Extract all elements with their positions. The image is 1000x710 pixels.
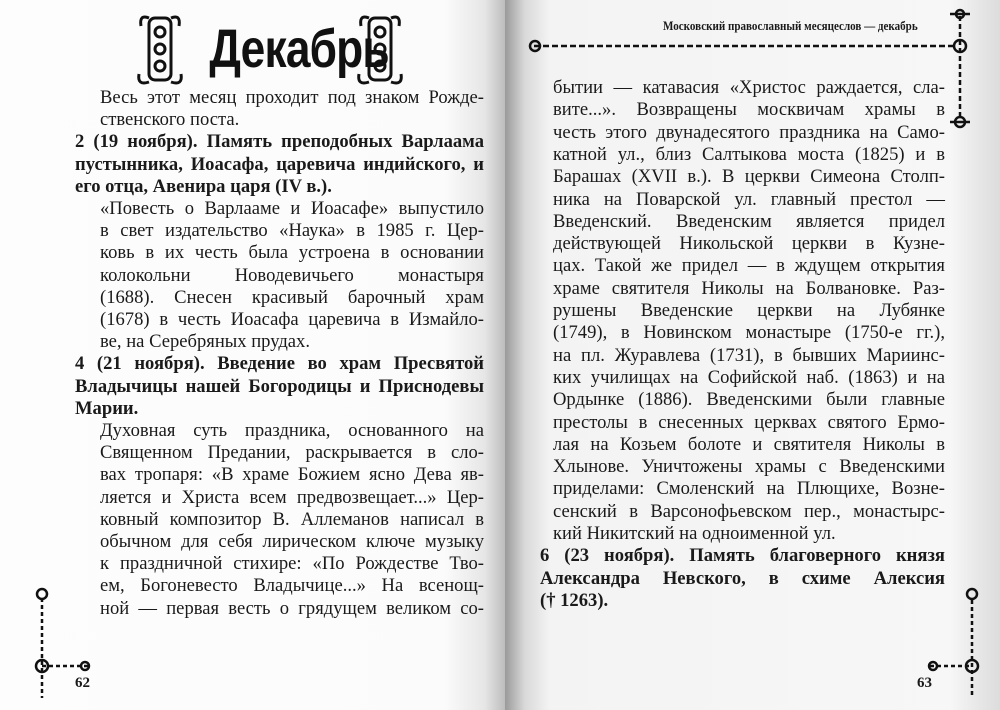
body-text-line: сенский в Варсонофьевском пер., монастырс- xyxy=(553,500,945,522)
body-text-line: действующей Никольской церкви в Кузне- xyxy=(553,233,945,255)
title-ornament-left-icon xyxy=(135,12,185,92)
body-text-line: обычном для себя лирическом ключе музыку xyxy=(100,531,484,552)
body-text-line: к праздничной стихире: «По Рождестве Тво- xyxy=(100,553,484,575)
body-text-line: ве, на Серебряных прудах. xyxy=(100,331,310,353)
body-text-line: бытии — катавасия «Христос раждается, сла- xyxy=(553,77,945,98)
entry-heading-line: 6 (23 ноября). Память благоверного князя xyxy=(540,545,945,567)
entry-heading-line: 4 (21 ноября). Введение во храм Пресвятой xyxy=(75,353,484,375)
body-text-line: ких училищах на Софийской наб. (1863) и на xyxy=(553,366,945,388)
body-text-line: престолы в снесенных церквах святого Ермо- xyxy=(553,411,945,433)
body-text-line: рушены Введенские церкви на Лубянке xyxy=(553,300,945,321)
body-text-line: вите...». Возвращены москвичам храмы в xyxy=(553,99,945,121)
body-text-line: ем, Богоневесто Владычице...» На всенощ- xyxy=(100,575,484,597)
body-text-line: вах тропаря: «В храме Божием ясно Дева яв- xyxy=(100,464,484,486)
body-text-line: ника на Поварской ул. главный престол — xyxy=(553,188,945,210)
body-text-line: Введенский. Введенским является придел xyxy=(553,210,945,232)
entry-heading-line: 2 (19 ноября). Память преподобных Варлаама xyxy=(75,131,484,153)
body-text-line: цах. Такой же придел — в ждущем открытия xyxy=(553,255,945,277)
entry-heading-line: Марии. xyxy=(75,397,139,419)
body-text-line: (1749), в Новинском монастыре (1750-е гг.), xyxy=(553,322,945,344)
body-text-line: в свет издательство «Наука» в 1985 г. Цер- xyxy=(100,220,484,242)
page-number-right: 63 xyxy=(917,675,932,691)
body-text-line: Священном Предании, раскрывается в сло- xyxy=(100,442,484,464)
chapter-title: Декабрь xyxy=(209,19,389,79)
body-text-line: Хлынове. Уничтожены храмы с Введенскими xyxy=(553,456,945,478)
body-text-line: (1688). Снесен красивый барочный храм xyxy=(100,286,484,308)
body-text-line: лая на Козьем болоте и святителя Николы в xyxy=(553,433,945,455)
title-ornament-right-icon xyxy=(355,12,405,92)
header-ornament-rule-icon xyxy=(530,38,955,54)
entry-heading-line: († 1263). xyxy=(540,589,609,611)
body-text-line: Духовная суть праздника, основанного на xyxy=(100,420,484,441)
entry-heading-line: пустынника, Иоасафа, царевича индийского, и xyxy=(75,153,484,175)
body-text-line: катной ул., близ Салтыкова моста (1825) и в xyxy=(553,143,945,165)
right-page xyxy=(505,0,1000,710)
body-text-line: (1678) в честь Иоасафа царевича в Измайло- xyxy=(100,309,484,330)
body-text-line: колокольни Новодевичьего монастыря xyxy=(100,264,484,286)
entry-heading-line: его отца, Авенира царя (IV в.). xyxy=(75,175,332,197)
body-text-line: храме святителя Николы на Болвановке. Раз- xyxy=(553,277,945,299)
body-text-line: Барашах (XVII в.). В церкви Симеона Столп- xyxy=(553,166,945,188)
body-text-line: «Повесть о Варлааме и Иоасафе» выпустило xyxy=(100,198,484,219)
body-text-line: Весь этот месяц проходит под знаком Рожде- xyxy=(100,87,484,108)
body-text-line: ковный композитор В. Аллеманов написал в xyxy=(100,508,484,530)
running-head: Московский православный месяцеслов — декабрь xyxy=(663,18,918,33)
body-text-line: на пл. Журавлева (1731), в бывших Мариинс- xyxy=(553,344,945,366)
body-text-line: ственского поста. xyxy=(100,109,240,131)
body-text-line: приделами: Смоленский на Плющихе, Возне- xyxy=(553,478,945,500)
body-text-line: ляется и Христа всем предвозвещает...» Цер- xyxy=(100,486,484,508)
entry-heading-line: Владычицы нашей Богородицы и Приснодевы xyxy=(75,375,484,397)
header-ornament-vertical-icon xyxy=(945,8,975,130)
entry-heading-line: Александра Невского, в схиме Алексия xyxy=(540,567,945,589)
corner-ornament-bottom-right-icon xyxy=(930,588,990,708)
body-text-line: честь этого двунадесятого праздника на Само- xyxy=(553,121,945,143)
page-number-left: 62 xyxy=(75,675,90,691)
body-text-line: ной — первая весть о грядущем великом со- xyxy=(100,597,484,619)
body-text-line: Ордынке (1886). Введенскими были главные xyxy=(553,389,945,411)
body-text-line: ковь в их честь была устроена в основании xyxy=(100,242,484,264)
body-text-line: кий Никитский на одноименной ул. xyxy=(553,523,836,544)
